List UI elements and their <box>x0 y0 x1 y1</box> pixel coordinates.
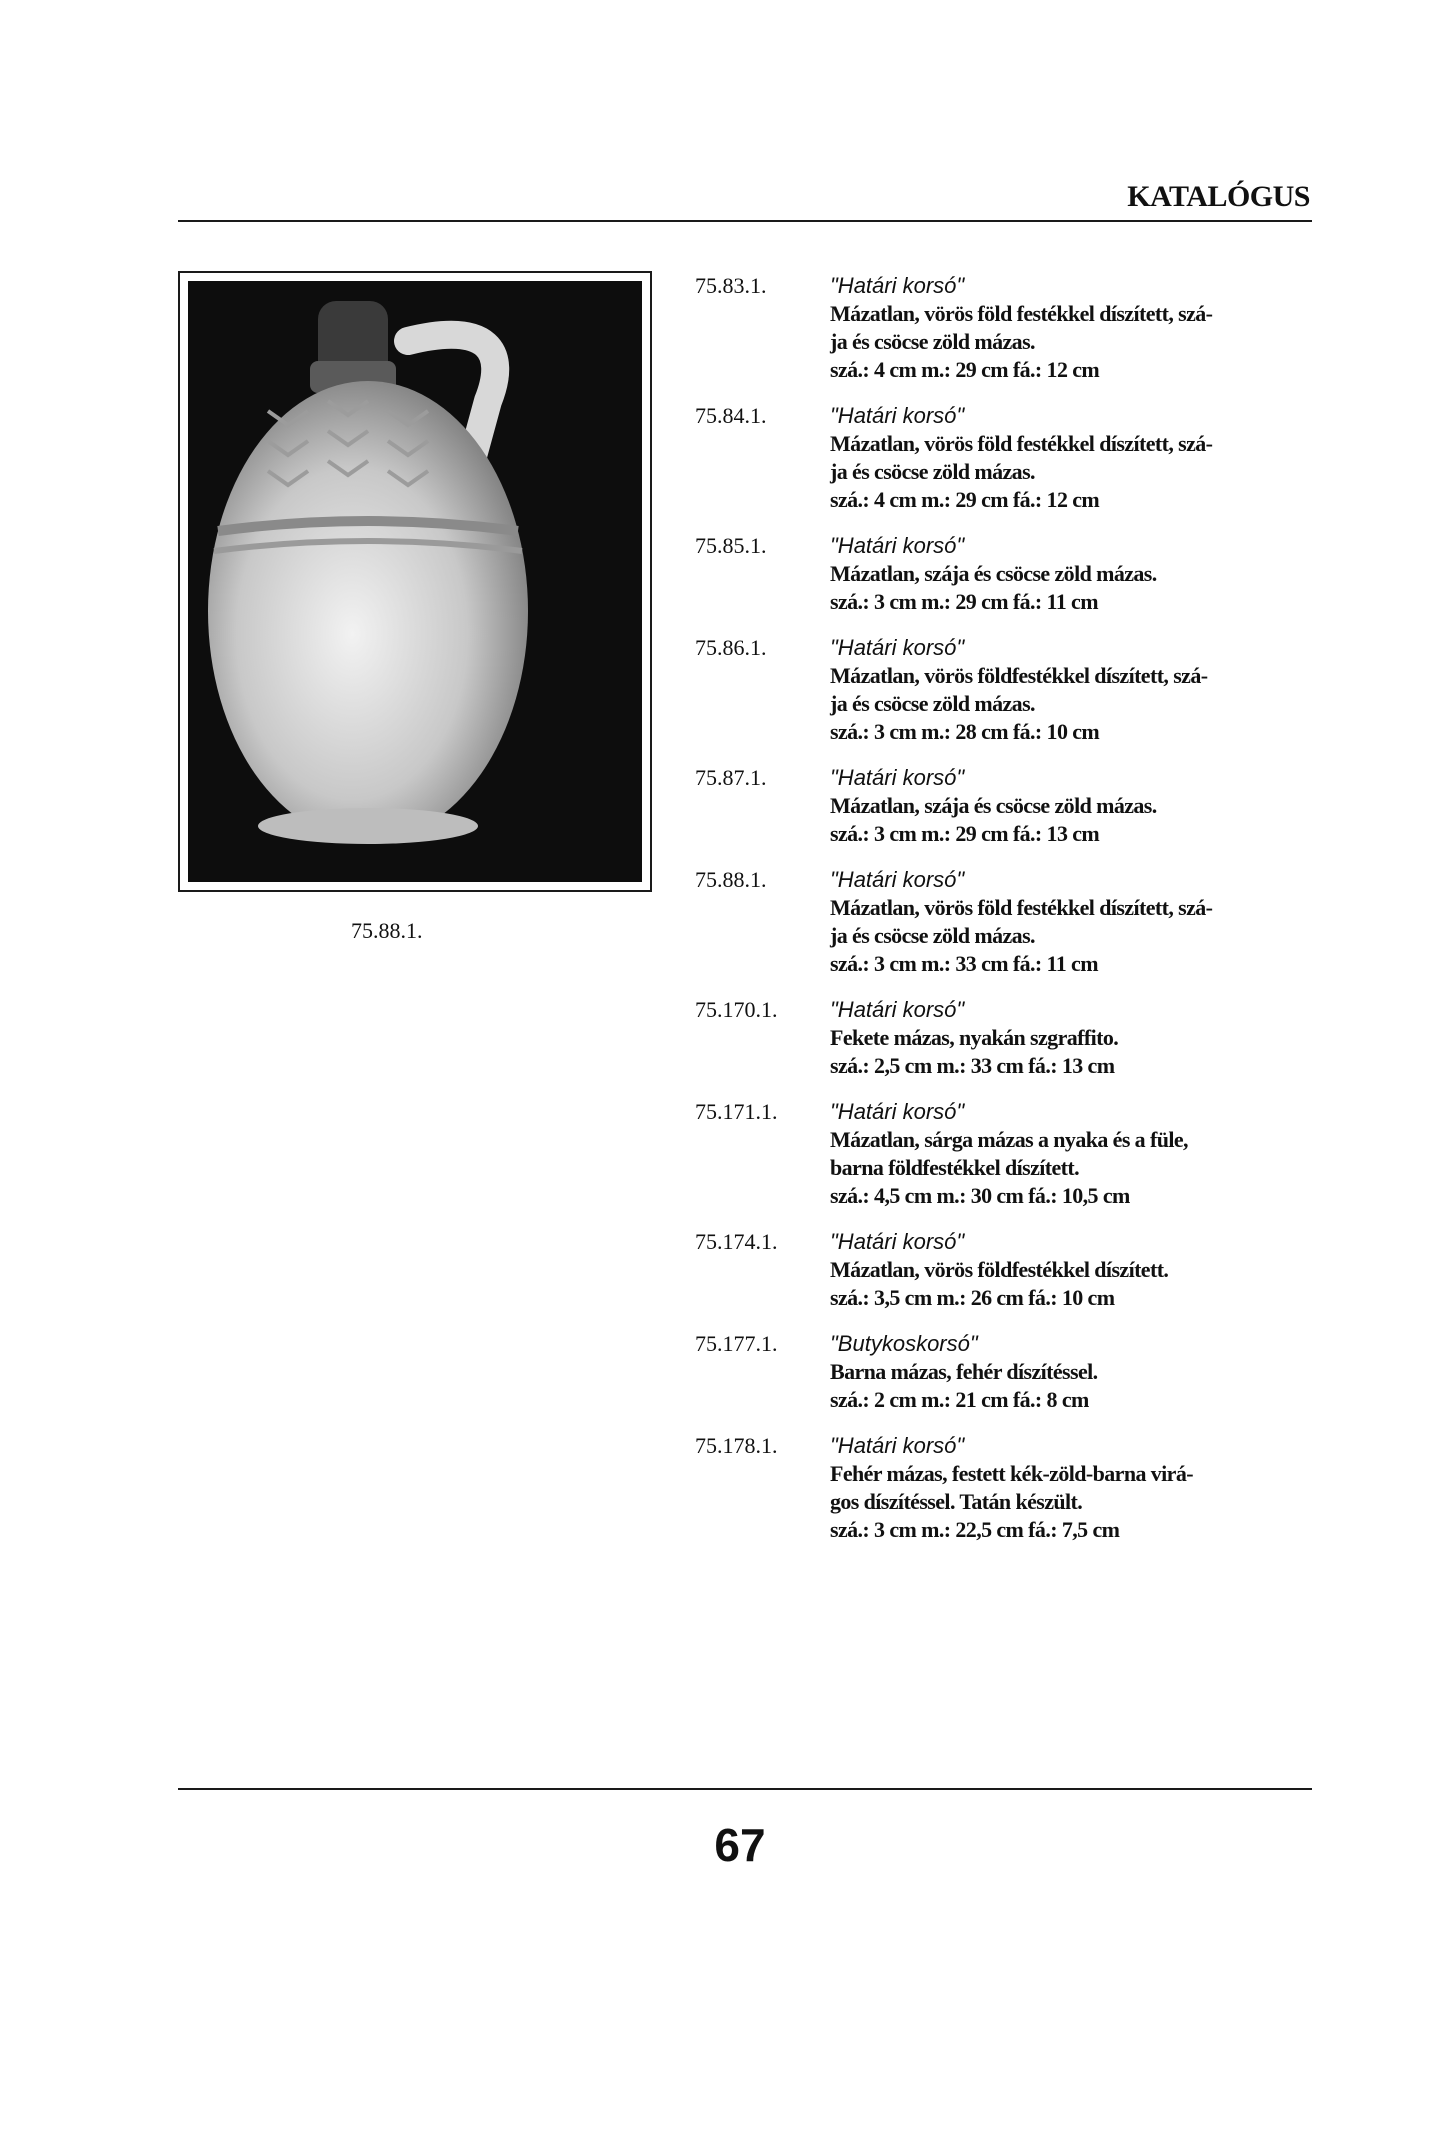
entry-id: 75.83.1. <box>695 273 767 298</box>
catalog-entry <box>695 532 1315 616</box>
entry-body <box>830 866 1315 978</box>
entry-line: szá.: 3 cm m.: 28 cm fá.: 10 cm <box>830 719 1100 744</box>
entry-line: gos díszítéssel. Tatán készült. <box>830 1489 1083 1514</box>
entry-id: 75.86.1. <box>695 635 767 660</box>
running-header: KATALÓGUS <box>1127 180 1310 213</box>
photo-caption: 75.88.1. <box>351 918 423 943</box>
jug-photo-frame <box>178 271 652 892</box>
catalog-entry <box>695 1432 1315 1544</box>
entry-line: Mázatlan, vörös föld festékkel díszített, szá- <box>830 895 1213 920</box>
entry-line: szá.: 3 cm m.: 22,5 cm fá.: 7,5 cm <box>830 1517 1120 1542</box>
entry-id: 75.171.1. <box>695 1099 778 1124</box>
catalog-entry <box>695 866 1315 978</box>
entry-line: Mázatlan, vörös földfestékkel díszített, szá- <box>830 663 1208 688</box>
entry-id: 75.177.1. <box>695 1331 778 1356</box>
entry-id: 75.170.1. <box>695 997 778 1022</box>
entry-line: szá.: 3 cm m.: 29 cm fá.: 13 cm <box>830 821 1100 846</box>
entry-body <box>830 1098 1315 1210</box>
entry-line: szá.: 3,5 cm m.: 26 cm fá.: 10 cm <box>830 1285 1115 1310</box>
entry-id: 75.174.1. <box>695 1229 778 1254</box>
entry-line: Mázatlan, vörös földfestékkel díszített. <box>830 1257 1169 1282</box>
entry-line: ja és csöcse zöld mázas. <box>830 459 1035 484</box>
page-number: 67 <box>714 1819 766 1871</box>
entry-body <box>830 1330 1315 1414</box>
entry-id: 75.85.1. <box>695 533 767 558</box>
entry-line: szá.: 3 cm m.: 29 cm fá.: 11 cm <box>830 589 1098 614</box>
entry-title: "Butykoskorsó" <box>830 1331 978 1356</box>
entry-line: Mázatlan, sárga mázas a nyaka és a füle, <box>830 1127 1188 1152</box>
entry-line: szá.: 2 cm m.: 21 cm fá.: 8 cm <box>830 1387 1089 1412</box>
entry-line: ja és csöcse zöld mázas. <box>830 691 1035 716</box>
entry-body <box>830 996 1315 1080</box>
catalog-entry <box>695 1330 1315 1414</box>
entry-body <box>830 272 1315 384</box>
entry-line: Mázatlan, vörös föld festékkel díszített, szá- <box>830 431 1213 456</box>
entry-line: ja és csöcse zöld mázas. <box>830 329 1035 354</box>
entry-title: "Határi korsó" <box>830 1433 965 1458</box>
jug-illustration <box>188 281 642 882</box>
catalog-entry <box>695 402 1315 514</box>
entry-line: szá.: 3 cm m.: 33 cm fá.: 11 cm <box>830 951 1098 976</box>
entry-title: "Határi korsó" <box>830 1229 965 1254</box>
entry-title: "Határi korsó" <box>830 533 965 558</box>
entry-body <box>830 402 1315 514</box>
footer-rule <box>178 1788 1312 1790</box>
entry-body <box>830 1228 1315 1312</box>
entry-line: szá.: 4 cm m.: 29 cm fá.: 12 cm <box>830 487 1100 512</box>
entry-body <box>830 532 1315 616</box>
entry-line: szá.: 4,5 cm m.: 30 cm fá.: 10,5 cm <box>830 1183 1130 1208</box>
entry-line: Barna mázas, fehér díszítéssel. <box>830 1359 1098 1384</box>
catalog-entry <box>695 1098 1315 1210</box>
entry-title: "Határi korsó" <box>830 997 965 1022</box>
entry-id: 75.178.1. <box>695 1433 778 1458</box>
entry-title: "Határi korsó" <box>830 273 965 298</box>
catalog-entry <box>695 996 1315 1080</box>
entry-line: Fekete mázas, nyakán szgraffito. <box>830 1025 1119 1050</box>
entry-id: 75.87.1. <box>695 765 767 790</box>
entry-title: "Határi korsó" <box>830 403 965 428</box>
catalog-entry <box>695 272 1315 384</box>
catalog-entry <box>695 634 1315 746</box>
entry-title: "Határi korsó" <box>830 1099 965 1124</box>
entry-line: Mázatlan, szája és csöcse zöld mázas. <box>830 561 1157 586</box>
entry-body <box>830 764 1315 848</box>
entry-title: "Határi korsó" <box>830 635 965 660</box>
entry-line: Mázatlan, szája és csöcse zöld mázas. <box>830 793 1157 818</box>
entry-line: Fehér mázas, festett kék-zöld-barna virá- <box>830 1461 1193 1486</box>
jug-photo <box>188 281 642 882</box>
header-rule <box>178 220 1312 222</box>
entry-body <box>830 634 1315 746</box>
entry-title: "Határi korsó" <box>830 867 965 892</box>
entry-id: 75.88.1. <box>695 867 767 892</box>
catalog-entry <box>695 764 1315 848</box>
catalog-entry <box>695 1228 1315 1312</box>
entry-line: szá.: 2,5 cm m.: 33 cm fá.: 13 cm <box>830 1053 1115 1078</box>
entry-id: 75.84.1. <box>695 403 767 428</box>
entry-line: ja és csöcse zöld mázas. <box>830 923 1035 948</box>
entry-title: "Határi korsó" <box>830 765 965 790</box>
entry-line: Mázatlan, vörös föld festékkel díszített, szá- <box>830 301 1213 326</box>
entry-body <box>830 1432 1315 1544</box>
entry-line: barna földfestékkel díszített. <box>830 1155 1080 1180</box>
entry-line: szá.: 4 cm m.: 29 cm fá.: 12 cm <box>830 357 1100 382</box>
catalog-list <box>695 272 1315 1562</box>
